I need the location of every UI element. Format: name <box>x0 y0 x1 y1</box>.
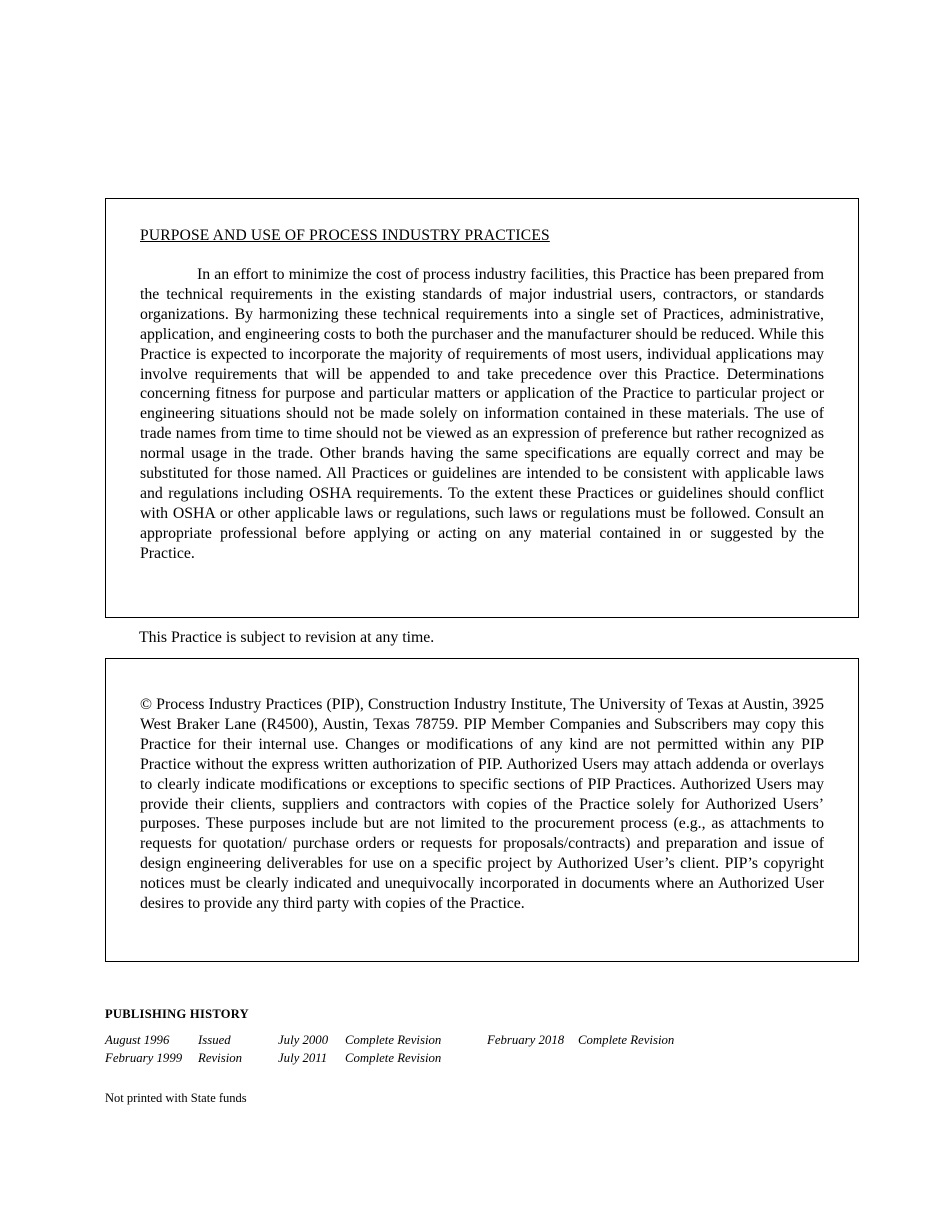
ph-action-3: Complete Revision <box>578 1033 675 1047</box>
purpose-heading: PURPOSE AND USE OF PROCESS INDUSTRY PRACTICES <box>140 227 550 244</box>
publishing-history-title: PUBLISHING HISTORY <box>105 1007 250 1021</box>
ph-date-2: July 2000 <box>278 1033 329 1047</box>
publishing-history-row-1 <box>105 1031 825 1049</box>
ph-date-1: August 1996 <box>105 1033 170 1047</box>
purpose-box <box>105 198 859 618</box>
copyright-box <box>105 658 859 962</box>
copyright-paragraph: © Process Industry Practices (PIP), Construction Industry Institute, The University of Texas at Austin, 3925 West Braker Lane (R4500), Austin, Texas 78759. PIP Member Companies and Subscribers may copy this Practice for their internal use. Changes or modifications of any kind are not permitted within any PIP Practice without the express written authorization of PIP. Authorized Users may attach addenda or overlays to clearly indicate modifications or exceptions to specific sections of PIP Practices. Authorized Users may provide their clients, suppliers and contractors with copies of the Practice solely for Authorized Users’ purposes. These purposes include but are not limited to the procurement process (e.g., as attachments to requests for quotation/ purchase orders or requests for proposals/contracts) and preparation and issue of design engineering deliverables for use on a specific project by Authorized User’s client. PIP’s copyright notices must be clearly indicated and unequivocally incorporated in documents where an Authorized User desires to provide any third party with copies of the Practice. <box>140 696 824 913</box>
ph-date-5: July 2011 <box>278 1051 328 1065</box>
ph-date-3: February 2018 <box>487 1033 565 1047</box>
ph-action-5: Complete Revision <box>345 1051 442 1065</box>
ph-action-6 <box>578 1049 825 1067</box>
ph-action-4: Revision <box>198 1051 243 1065</box>
publishing-history-row-2 <box>105 1049 825 1067</box>
ph-date-4: February 1999 <box>105 1051 183 1065</box>
purpose-paragraph: In an effort to minimize the cost of process industry facilities, this Practice has been prepared from the technical requirements in the existing standards of major industrial users, contractors, or standards organizations. By harmonizing these technical requirements into a single set of Practices, administrative, application, and engineering costs to both the purchaser and the manufacturer should be reduced. While this Practice is expected to incorporate the majority of requirements of most users, individual applications may involve requirements that will be appended to and take precedence over this Practice. Determinations concerning fitness for purpose and particular matters or application of the Practice to particular project or engineering situations should not be made solely on information contained in these materials. The use of trade names from time to time should not be viewed as an expression of preference but rather recognized as normal usage in the trade. Other brands having the same specifications are equally correct and may be substituted for those named. All Practices or guidelines are intended to be consistent with applicable laws and regulations including OSHA requirements. To the extent these Practices or guidelines should conflict with OSHA or other applicable laws or regulations, such laws or regulations must be followed. Consult an appropriate professional before applying or acting on any material contained in or suggested by the Practice. <box>140 266 824 562</box>
ph-action-1: Issued <box>198 1033 231 1047</box>
ph-action-2: Complete Revision <box>345 1033 442 1047</box>
ph-date-6 <box>487 1049 578 1067</box>
revision-note: This Practice is subject to revision at any time. <box>139 629 435 646</box>
footer-note: Not printed with State funds <box>105 1091 247 1105</box>
publishing-history <box>105 1007 825 1067</box>
